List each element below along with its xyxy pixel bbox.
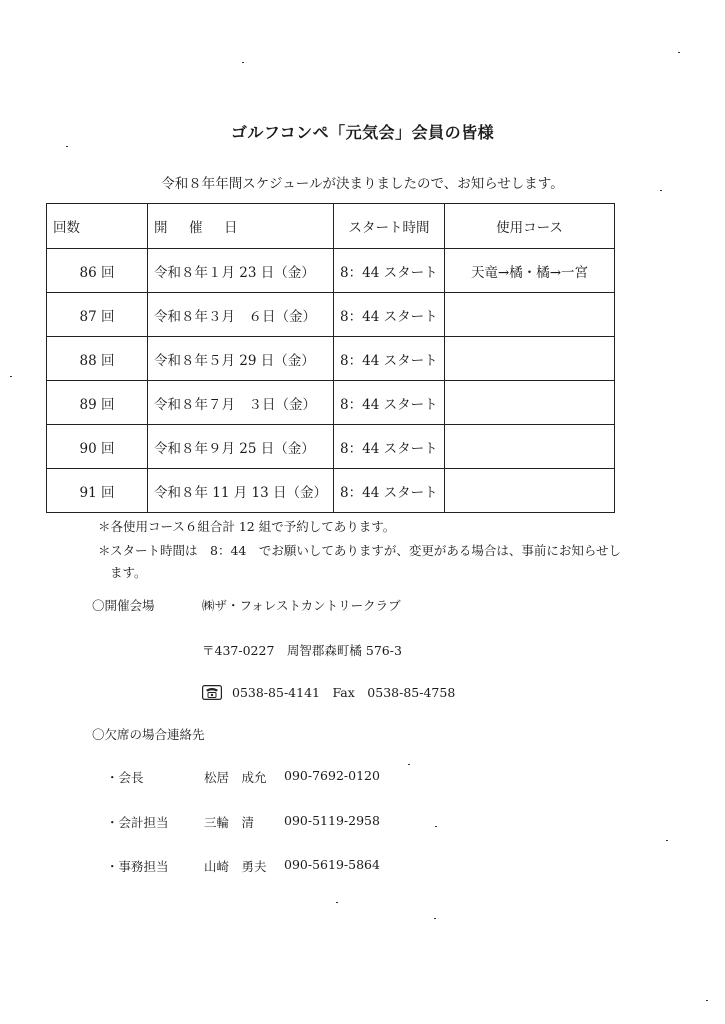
scan-speck — [666, 840, 668, 841]
contact-role: ・事務担当 — [106, 859, 169, 874]
cell-start: 8：44 スタート — [334, 425, 445, 469]
cell-round: 87 回 — [47, 293, 148, 337]
cell-date: 令和８年３月 ６日（金） — [148, 293, 334, 337]
header-start-time: スタート時間 — [334, 204, 445, 249]
venue-label: 〇開催会場 — [92, 598, 155, 613]
cell-start: 8：44 スタート — [334, 381, 445, 425]
page-title: ゴルフコンペ「元気会」会員の皆様 — [230, 123, 495, 142]
table-row — [47, 425, 615, 469]
table-row — [47, 469, 615, 513]
header-date: 開 催 日 — [148, 204, 334, 249]
schedule-table — [46, 203, 615, 513]
contact-phone: 090-5119-2958 — [284, 813, 380, 828]
cell-start: 8：44 スタート — [334, 337, 445, 381]
table-header-row — [47, 204, 615, 249]
cell-round: 90 回 — [47, 425, 148, 469]
cell-round: 91 回 — [47, 469, 148, 513]
scan-speck — [435, 826, 437, 827]
contact-role: ・会計担当 — [106, 815, 169, 830]
contact-name: 山崎 勇夫 — [204, 859, 267, 874]
cell-course — [445, 293, 615, 337]
cell-date: 令和８年５月 29 日（金） — [148, 337, 334, 381]
cell-start: 8：44 スタート — [334, 469, 445, 513]
table-row — [47, 293, 615, 337]
contact-name: 三輪 清 — [204, 815, 255, 830]
contact-phone: 090-7692-0120 — [284, 768, 380, 783]
scan-speck — [706, 1000, 708, 1001]
scan-speck — [242, 62, 244, 63]
telephone-icon — [202, 685, 222, 700]
header-course: 使用コース — [445, 204, 615, 249]
contact-name: 松居 成允 — [204, 770, 267, 785]
venue-address: 〒437-0227 周智郡森町橘 576-3 — [202, 643, 402, 658]
scan-speck — [66, 146, 68, 147]
cell-round: 88 回 — [47, 337, 148, 381]
cell-date: 令和８年９月 25 日（金） — [148, 425, 334, 469]
note-start-time-text: スタート時間は 8：44 でお願いしてありますが、変更がある場合は、事前にお知らせします。 — [110, 543, 621, 580]
cell-date: 令和８年７月 ３日（金） — [148, 381, 334, 425]
cell-round: 89 回 — [47, 381, 148, 425]
venue-phone-line — [202, 683, 455, 701]
table-row — [47, 381, 615, 425]
cell-course — [445, 337, 615, 381]
table-row — [47, 249, 615, 293]
page-subtitle: 令和８年年間スケジュールが決まりましたので、お知らせします。 — [161, 176, 564, 192]
contact-phone: 090-5619-5864 — [284, 857, 380, 872]
cell-date: 令和８年 11 月 13 日（金） — [148, 469, 334, 513]
scan-speck — [336, 902, 338, 903]
scan-speck — [660, 190, 662, 191]
cell-date: 令和８年１月 23 日（金） — [148, 249, 334, 293]
cell-start: 8：44 スタート — [334, 293, 445, 337]
note-mark: ＊ — [98, 543, 111, 558]
scan-speck — [678, 52, 680, 53]
cell-course — [445, 381, 615, 425]
absence-contact-label: 〇欠席の場合連絡先 — [92, 727, 205, 742]
scan-speck — [10, 376, 12, 377]
venue-phone-fax: 0538-85-4141 Fax 0538-85-4758 — [232, 685, 456, 700]
scan-speck — [434, 918, 436, 919]
venue-name: ㈱ザ・フォレストカントリークラブ — [202, 598, 401, 613]
scan-speck — [408, 764, 410, 765]
note-start-time — [98, 540, 623, 584]
note-reservation: ＊各使用コース６組合計 12 組で予約してあります。 — [98, 519, 396, 534]
cell-round: 86 回 — [47, 249, 148, 293]
cell-start: 8：44 スタート — [334, 249, 445, 293]
contact-role: ・会長 — [106, 770, 144, 785]
cell-course: 天竜→橘・橘→一宮 — [445, 249, 615, 293]
table-row — [47, 337, 615, 381]
cell-course — [445, 425, 615, 469]
header-round: 回数 — [47, 204, 148, 249]
cell-course — [445, 469, 615, 513]
